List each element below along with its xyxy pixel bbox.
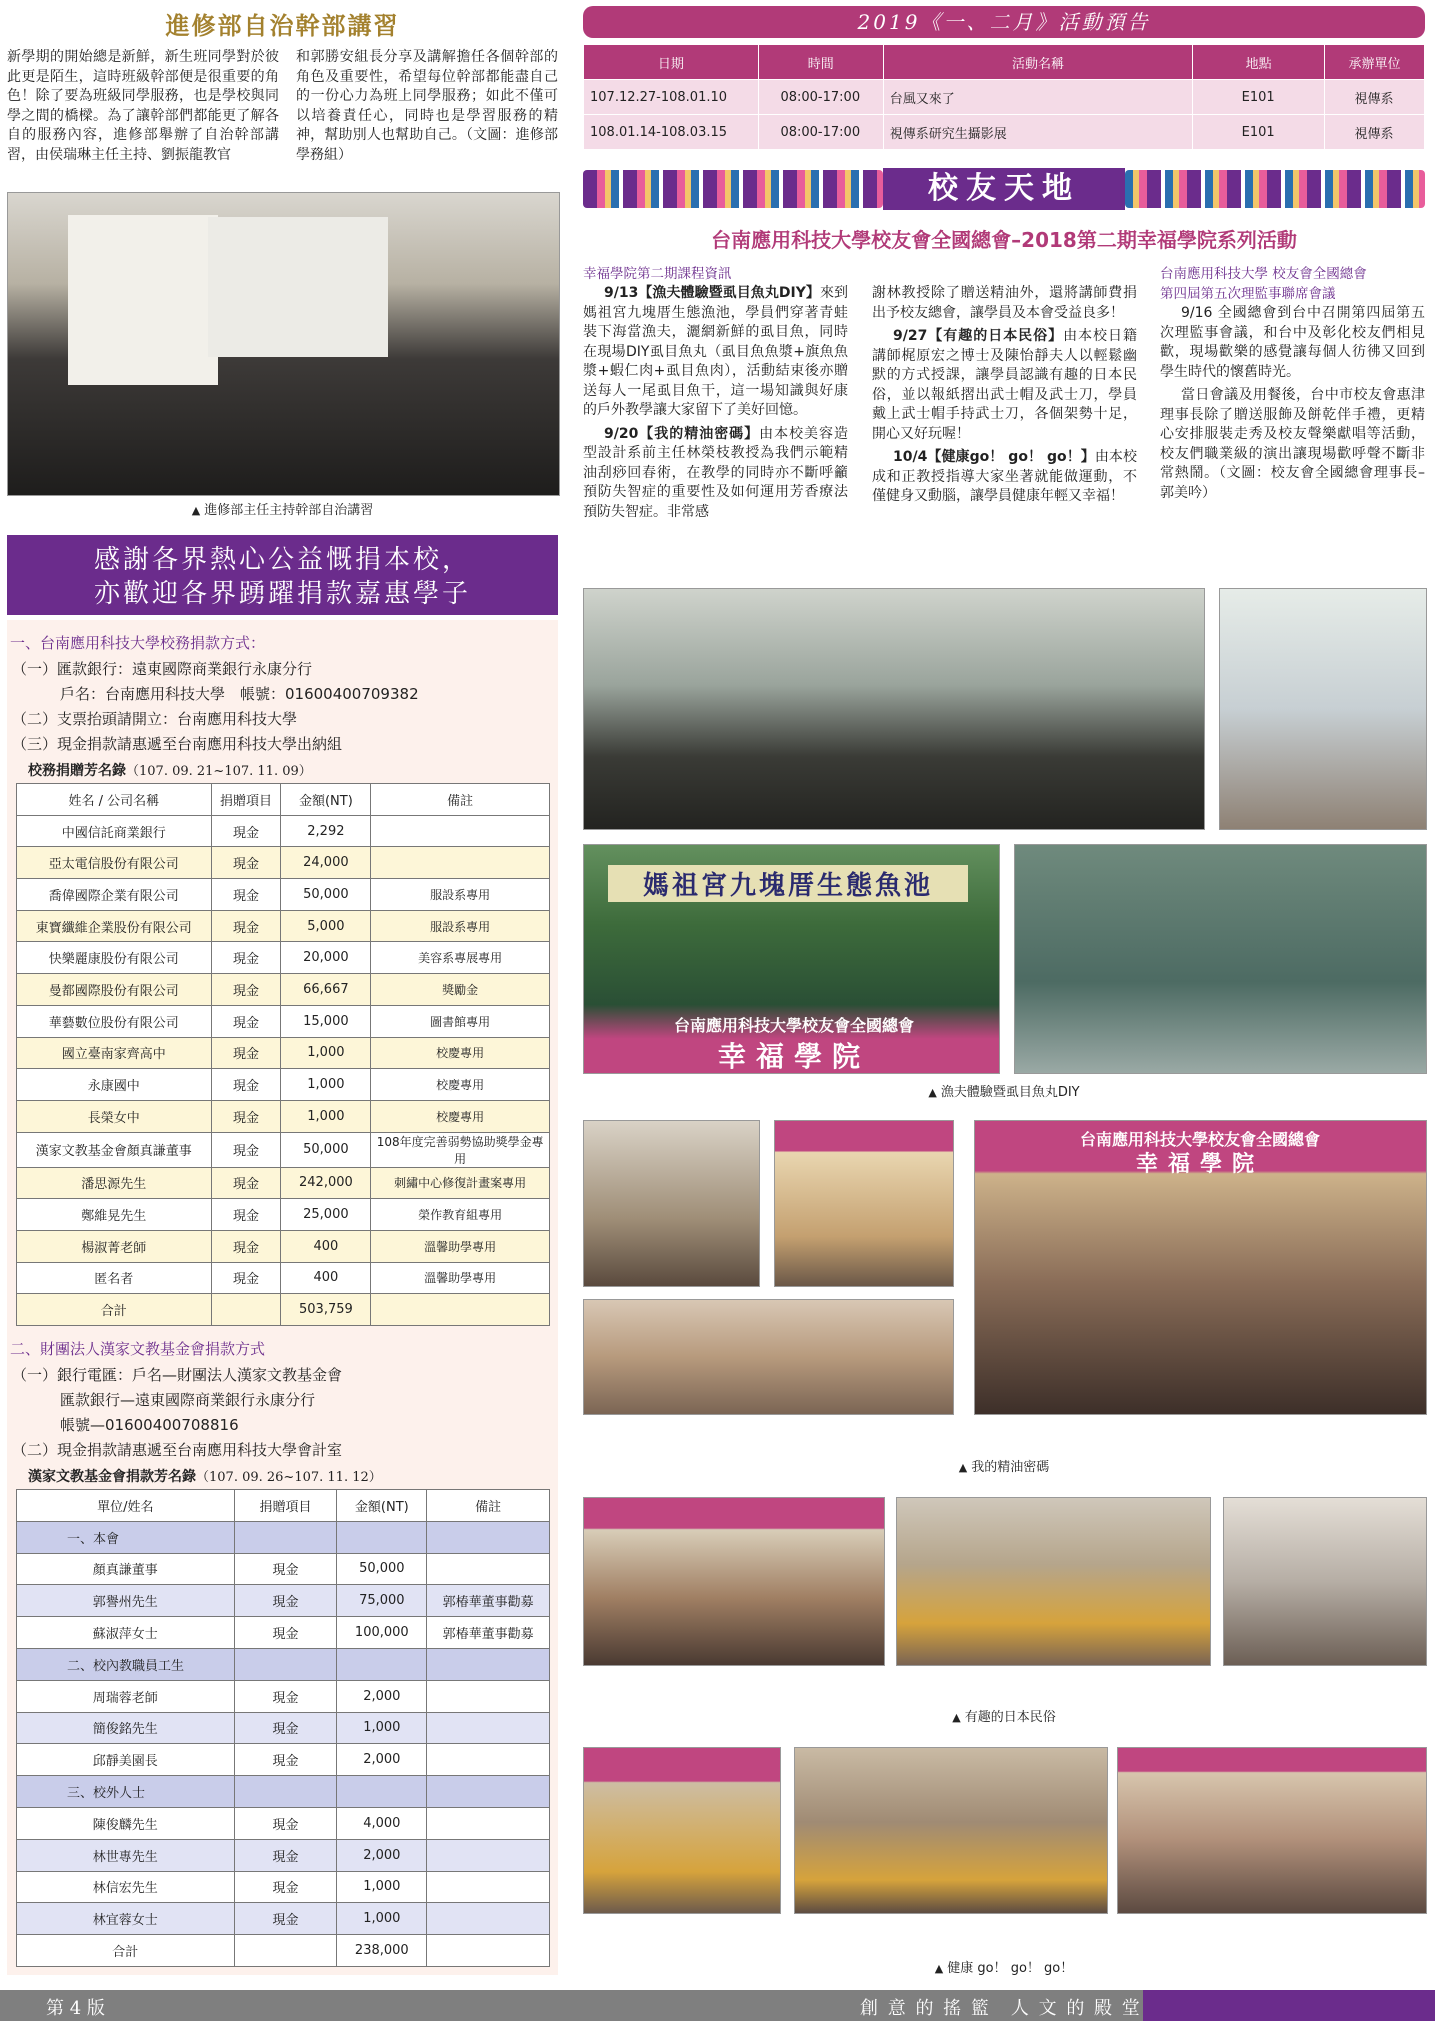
table2-group-row (17, 1648, 550, 1680)
table2-cell: 蘇淑萍女士 (17, 1617, 235, 1649)
table1-cell: 現金 (211, 910, 281, 942)
table1-cell: 現金 (211, 1199, 281, 1231)
table1-cell: 長榮女中 (17, 1100, 212, 1132)
table2-header-row (17, 1490, 550, 1522)
table2-cell (427, 1712, 550, 1744)
table2-cell: 1,000 (337, 1871, 427, 1903)
table1-cell: 校慶專用 (371, 1069, 550, 1101)
fishpond-banner-b: 幸福學院 (717, 1040, 870, 1073)
seminar-photo-caption: ▲ 進修部主任主持幹部自治講習 (191, 503, 374, 518)
activity-row (584, 80, 1425, 115)
photo-group-fishpond (583, 844, 1000, 1074)
photo-health-group (1117, 1747, 1427, 1914)
table1-cell: 刺繡中心修復計畫案專用 (371, 1167, 550, 1199)
table2-cell: 現金 (234, 1903, 337, 1935)
activity-row (584, 115, 1425, 150)
table1-row (17, 1132, 550, 1167)
activity-header-cell: 地點 (1193, 45, 1325, 80)
photo-japan-hats (896, 1497, 1211, 1666)
photo-health-exercise (794, 1747, 1108, 1914)
donor-table-1 (16, 783, 550, 1326)
footer-bar (0, 1990, 1435, 2021)
section2-heading: 二、財團法人漢家文教基金會捐款方式 (10, 1340, 266, 1358)
col2-para-3: 10/4【健康go！ go！ go！】由本校成和正教授指導大家坐著就能做運動，不僅健身又動腦，讓學員健康年輕又幸福！ (872, 449, 1137, 504)
table2-cell (427, 1871, 550, 1903)
alumni-col-2 (872, 284, 1137, 507)
photo-fishing-net (1014, 844, 1427, 1074)
alumni-col-1 (583, 264, 848, 522)
table2-row (17, 1807, 550, 1839)
table2-cell: 陳俊麟先生 (17, 1807, 235, 1839)
table1-cell: 美容系專展專用 (371, 942, 550, 974)
table1-cell (371, 847, 550, 879)
table1-cell (371, 1294, 550, 1326)
activity-header-cell: 活動名稱 (883, 45, 1193, 80)
table2-cell: 郭椿華董事勸募 (427, 1585, 550, 1617)
table2-row (17, 1744, 550, 1776)
footer-slogan: 創 意 的 搖 籃 人 文 的 殿 堂 (860, 1998, 1142, 2019)
table1-cell: 15,000 (281, 1005, 371, 1037)
footer-accent (1143, 1990, 1435, 2021)
table2-row (17, 1903, 550, 1935)
alumni-banner (583, 168, 1425, 210)
table1-cell: 服設系專用 (371, 910, 550, 942)
seminar-photo (7, 192, 560, 496)
oil-banner-b: 幸福學院 (1135, 1151, 1264, 1177)
table1-cell: 快樂麗康股份有限公司 (17, 942, 212, 974)
section2-cash: （二）現金捐款請惠遞至台南應用科技大學會計室 (12, 1441, 343, 1459)
fishpond-sign: 媽祖宮九塊厝生態魚池 (608, 865, 968, 902)
table2-cell: 50,000 (337, 1553, 427, 1585)
table1-cell: 現金 (211, 1100, 281, 1132)
table1-cell: 242,000 (281, 1167, 371, 1199)
table1-row (17, 1167, 550, 1199)
table2-cell: 合計 (17, 1935, 235, 1967)
right-column (580, 0, 1430, 1980)
table1-cell: 鄭維晃先生 (17, 1199, 212, 1231)
table1-row (17, 1230, 550, 1262)
photo-oil-demo (583, 1120, 760, 1287)
alumni-col-3 (1160, 264, 1425, 503)
activity-header-row (584, 45, 1425, 80)
section2-branch: 匯款銀行—遠東國際商業銀行永康分行 (60, 1391, 316, 1409)
table1-row (17, 974, 550, 1006)
activity-cell: 107.12.27-108.01.10 (584, 80, 759, 115)
table1-cell: 1,000 (281, 1100, 371, 1132)
donor-table-2 (16, 1489, 550, 1967)
table1-row (17, 1262, 550, 1294)
col2-para-1: 謝林教授除了贈送精油外，還將講師費捐出予校友總會，讓學員及本會受益良多！ (872, 285, 1137, 321)
table1-cell: 校慶專用 (371, 1100, 550, 1132)
activity-cell: 08:00-17:00 (758, 80, 883, 115)
table2-cell (337, 1776, 427, 1808)
table2-cell: 1,000 (337, 1903, 427, 1935)
activity-cell: 視傳系 (1325, 115, 1425, 150)
table1-cell: 現金 (211, 847, 281, 879)
table2-row (17, 1617, 550, 1649)
activity-cell: 台風又來了 (883, 80, 1193, 115)
activity-header-cell: 時間 (758, 45, 883, 80)
table2-cell: 75,000 (337, 1585, 427, 1617)
table1-cell: 現金 (211, 942, 281, 974)
table2-cell (234, 1776, 337, 1808)
table1-row (17, 1294, 550, 1326)
banner-line-2: 亦歡迎各界踴躍捐款嘉惠學子 (93, 579, 471, 609)
table1-cell: 服設系專用 (371, 879, 550, 911)
table2-cell: 周瑞蓉老師 (17, 1680, 235, 1712)
table2-cell: 郭椿華董事勸募 (427, 1617, 550, 1649)
table1-cell: 現金 (211, 1230, 281, 1262)
table2-cell: 238,000 (337, 1935, 427, 1967)
table1-cell: 20,000 (281, 942, 371, 974)
table2-cell: 現金 (234, 1680, 337, 1712)
table1-row (17, 942, 550, 974)
table2-cell (234, 1935, 337, 1967)
activity-preview-title: 2019《一、二月》活動預告 (583, 6, 1425, 38)
col3-heading-2: 第四屆第五次理監事聯席會議 (1160, 286, 1336, 302)
table1-cell: 現金 (211, 1167, 281, 1199)
donation-banner (7, 535, 558, 615)
table2-cell: 現金 (234, 1553, 337, 1585)
table1-row (17, 1100, 550, 1132)
photo-japan-lecturer (1223, 1497, 1427, 1666)
section1-heading: 一、台南應用科技大學校務捐款方式： (10, 634, 266, 652)
table2-cell: 現金 (234, 1585, 337, 1617)
table1-header-row (17, 784, 550, 816)
activity-cell: 08:00-17:00 (758, 115, 883, 150)
table1-cell: 楊淑菁老師 (17, 1230, 212, 1262)
table2-cell: 二、校內教職員工生 (17, 1648, 235, 1680)
table2-cell: 1,000 (337, 1712, 427, 1744)
table2-cell: 林宜蓉女士 (17, 1903, 235, 1935)
table2-cell: 林世專先生 (17, 1839, 235, 1871)
table2-cell: 現金 (234, 1744, 337, 1776)
alumni-subtitle: 台南應用科技大學校友會全國總會–2018第二期幸福學院系列活動 (711, 228, 1297, 252)
caption-health: ▲ 健康 go！ go！ go！ (934, 1961, 1074, 1976)
table1-header-cell: 姓名 / 公司名稱 (17, 784, 212, 816)
table1-header-cell: 備註 (371, 784, 550, 816)
table1-cell: 潘思源先生 (17, 1167, 212, 1199)
photo-fishing-class (583, 588, 1205, 830)
table1-row (17, 815, 550, 847)
table1-cell: 溫馨助學專用 (371, 1262, 550, 1294)
table2-group-row (17, 1776, 550, 1808)
table1-cell: 現金 (211, 879, 281, 911)
table2-header-cell: 單位/姓名 (17, 1490, 235, 1522)
alumni-banner-title: 校友天地 (883, 168, 1125, 210)
table1-title: 校務捐贈芳名錄（107. 09. 21~107. 11. 09） (28, 763, 312, 779)
table1-cell: 現金 (211, 1132, 281, 1167)
table2-header-cell: 備註 (427, 1490, 550, 1522)
table2-row (17, 1585, 550, 1617)
table2-cell: 郭譽州先生 (17, 1585, 235, 1617)
photo-oil-group (974, 1120, 1427, 1415)
table2-cell: 100,000 (337, 1617, 427, 1649)
table1-row (17, 1005, 550, 1037)
col3-heading-1: 台南應用科技大學 校友會全國總會 (1160, 266, 1367, 282)
table2-row (17, 1871, 550, 1903)
banner-pattern-left (583, 170, 883, 208)
table2-cell (427, 1776, 550, 1808)
col2-para-2: 9/27【有趣的日本民俗】由本校日籍講師梶原宏之博士及陳怡靜夫人以輕鬆幽默的方式授課，讓學員認識有趣的日本民俗，並以報紙摺出武士帽及武士刀，學員戴上武士帽手持武士刀，各個架勢十足，開心又好玩喔！ (872, 328, 1137, 442)
photo-oil-classroom (583, 1299, 954, 1415)
table1-cell (371, 815, 550, 847)
table1-cell: 合計 (17, 1294, 212, 1326)
table1-cell: 現金 (211, 1262, 281, 1294)
table2-cell: 現金 (234, 1712, 337, 1744)
table1-cell: 東寶纖維企業股份有限公司 (17, 910, 212, 942)
table2-cell (427, 1903, 550, 1935)
table1-cell: 503,759 (281, 1294, 371, 1326)
table2-row (17, 1553, 550, 1585)
table1-cell: 圖書館專用 (371, 1005, 550, 1037)
banner-pattern-right (1125, 170, 1425, 208)
photo-health-lecture (583, 1747, 781, 1914)
table2-cell (427, 1521, 550, 1553)
table1-cell: 108年度完善弱勢協助獎學金專用 (371, 1132, 550, 1167)
table2-cell: 林信宏先生 (17, 1871, 235, 1903)
table1-cell: 獎勵金 (371, 974, 550, 1006)
table1-cell: 現金 (211, 1005, 281, 1037)
activity-cell: E101 (1193, 115, 1325, 150)
page-number: 第 4 版 (46, 1998, 105, 2019)
table2-cell (337, 1648, 427, 1680)
table2-cell (234, 1648, 337, 1680)
table2-cell: 一、本會 (17, 1521, 235, 1553)
article-text-col2: 和郭勝安組長分享及講解擔任各個幹部的角色及重要性，希望每位幹部都能盡自己的一份心力為班上同學服務；如此不僅可以培養責任心，同時也是學習服務的精神，幫助別人也幫助自己。（文圖：進修部學務組） (296, 49, 558, 163)
table1-cell: 匿名者 (17, 1262, 212, 1294)
table1-cell: 24,000 (281, 847, 371, 879)
table1-row (17, 847, 550, 879)
fishpond-banner-a: 台南應用科技大學校友會全國總會 (673, 1016, 914, 1035)
table1-cell: 中國信託商業銀行 (17, 815, 212, 847)
table2-cell: 2,000 (337, 1744, 427, 1776)
table2-cell: 2,000 (337, 1839, 427, 1871)
table1-cell: 66,667 (281, 974, 371, 1006)
col1-heading: 幸福學院第二期課程資訊 (583, 266, 732, 282)
table2-row (17, 1839, 550, 1871)
activity-cell: E101 (1193, 80, 1325, 115)
table1-cell: 漢家文教基金會顏真謙董事 (17, 1132, 212, 1167)
activity-header-cell: 承辦單位 (1325, 45, 1425, 80)
banner-line-1: 感謝各界熱心公益慨捐本校， (93, 545, 471, 575)
table1-cell: 榮作教育組專用 (371, 1199, 550, 1231)
table2-cell: 現金 (234, 1617, 337, 1649)
table1-cell: 校慶專用 (371, 1037, 550, 1069)
table2-cell: 邱靜美園長 (17, 1744, 235, 1776)
table2-cell: 現金 (234, 1807, 337, 1839)
table1-cell: 喬偉國際企業有限公司 (17, 879, 212, 911)
table1-row (17, 1069, 550, 1101)
table1-cell: 現金 (211, 974, 281, 1006)
activity-cell: 視傳系 (1325, 80, 1425, 115)
table2-cell (234, 1521, 337, 1553)
table1-cell: 現金 (211, 1069, 281, 1101)
table1-cell: 1,000 (281, 1037, 371, 1069)
col3-para-1: 9/16 全國總會到台中召開第四屆第五次理監事會議，和台中及彰化校友們相見歡，現場歡樂的感覺讓每個人彷彿又回到學生時代的懷舊時光。 (1160, 305, 1425, 380)
photo-japan-group (583, 1497, 885, 1666)
caption-japan: ▲ 有趣的日本民俗 (952, 1710, 1056, 1725)
caption-fishing: ▲ 漁夫體驗暨虱目魚丸DIY (928, 1085, 1080, 1100)
photo-fishball-diy (1219, 588, 1427, 830)
table1-header-cell: 捐贈項目 (211, 784, 281, 816)
table2-cell: 2,000 (337, 1680, 427, 1712)
activity-table (583, 44, 1425, 150)
photo-oil-certificate (774, 1120, 954, 1287)
table1-cell: 5,000 (281, 910, 371, 942)
col3-para-2: 當日會議及用餐後，台中市校友會惠津理事長除了贈送服飾及餅乾伴手禮，更精心安排服裝走秀及校友聲樂獻唱等活動，校友們職業級的演出讓現場歡呼聲不斷非常熱鬧。（文圖：校友會全國總會理事長–郭美吟） (1160, 387, 1425, 501)
table1-cell: 2,292 (281, 815, 371, 847)
activity-cell: 108.01.14-108.03.15 (584, 115, 759, 150)
table2-row (17, 1712, 550, 1744)
table2-cell (337, 1521, 427, 1553)
table2-cell (427, 1648, 550, 1680)
table2-cell: 三、校外人士 (17, 1776, 235, 1808)
activity-header-cell: 日期 (584, 45, 759, 80)
table1-cell: 現金 (211, 1037, 281, 1069)
article-text-col1: 新學期的開始總是新鮮，新生班同學對於彼此更是陌生，這時班級幹部便是很重要的角色！除了要為班級同學服務，也是學校與同學之間的橋樑。為了讓幹部們都能更了解各自的服務內容，進修部舉辦了自治幹部講習，由侯瑞琳主任主持、劉振龍教官 (7, 49, 279, 163)
table2-cell: 現金 (234, 1839, 337, 1871)
table2-title: 漢家文教基金會捐款芳名錄（107. 09. 26~107. 11. 12） (28, 1469, 382, 1485)
table2-cell (427, 1807, 550, 1839)
table2-cell: 現金 (234, 1871, 337, 1903)
section1-bank: （一）匯款銀行：遠東國際商業銀行永康分行 (12, 660, 313, 678)
table2-row (17, 1680, 550, 1712)
table2-cell (427, 1744, 550, 1776)
table1-row (17, 879, 550, 911)
col1-para-2: 9/20【我的精油密碼】由本校美容造型設計系前主任林榮枝教授為我們示範精油刮痧回春術，在教學的同時亦不斷呼籲預防失智症的重要性及如何運用芳香療法預防失智症。非常感 (583, 425, 849, 520)
table2-row (17, 1935, 550, 1967)
table2-header-cell: 捐贈項目 (234, 1490, 337, 1522)
section1-cash: （三）現金捐款請惠遞至台南應用科技大學出納組 (12, 735, 343, 753)
table2-cell: 顏真謙董事 (17, 1553, 235, 1585)
table1-cell: 400 (281, 1230, 371, 1262)
section2-account: 帳號—01600400708816 (60, 1416, 239, 1434)
table1-header-cell: 金額(NT) (281, 784, 371, 816)
table2-cell (427, 1935, 550, 1967)
section2-bank: （一）銀行電匯：戶名—財團法人漢家文教基金會 (12, 1366, 343, 1384)
table1-cell: 25,000 (281, 1199, 371, 1231)
table2-header-cell: 金額(NT) (337, 1490, 427, 1522)
col1-para-1: 9/13【漁夫體驗暨虱目魚丸DIY】來到媽祖宮九塊厝生態漁池，學員們穿著青蛙裝下海當漁夫，灑網新鮮的虱目魚，同時在現場DIY虱目魚丸（虱目魚魚漿+旗魚魚漿+蝦仁肉+虱目魚肉），活動結束後亦贈送每人一尾虱目魚干，這一場知識與好康的戶外教學讓大家留下了美好回憶。 (583, 285, 849, 418)
table1-cell: 亞太電信股份有限公司 (17, 847, 212, 879)
table2-cell: 簡俊銘先生 (17, 1712, 235, 1744)
table2-cell (427, 1839, 550, 1871)
article-title: 進修部自治幹部講習 (165, 11, 400, 40)
table2-cell (427, 1680, 550, 1712)
table1-cell: 1,000 (281, 1069, 371, 1101)
table1-cell: 永康國中 (17, 1069, 212, 1101)
table1-cell: 國立臺南家齊高中 (17, 1037, 212, 1069)
activity-cell: 視傳系研究生攝影展 (883, 115, 1193, 150)
table1-cell: 現金 (211, 815, 281, 847)
table1-cell: 400 (281, 1262, 371, 1294)
table2-cell: 4,000 (337, 1807, 427, 1839)
table1-row (17, 910, 550, 942)
table1-row (17, 1037, 550, 1069)
section1-check: （二）支票抬頭請開立：台南應用科技大學 (12, 710, 298, 728)
table1-cell: 50,000 (281, 1132, 371, 1167)
table2-group-row (17, 1521, 550, 1553)
table1-cell (211, 1294, 281, 1326)
oil-banner-a: 台南應用科技大學校友會全國總會 (1079, 1130, 1320, 1149)
left-column (0, 0, 565, 1980)
table1-cell: 溫馨助學專用 (371, 1230, 550, 1262)
section1-account: 戶名：台南應用科技大學 帳號：01600400709382 (60, 685, 419, 703)
table1-cell: 50,000 (281, 879, 371, 911)
caption-oil: ▲ 我的精油密碼 (958, 1460, 1050, 1475)
table1-row (17, 1199, 550, 1231)
table1-cell: 曼都國際股份有限公司 (17, 974, 212, 1006)
table1-cell: 華藝數位股份有限公司 (17, 1005, 212, 1037)
table2-cell (427, 1553, 550, 1585)
